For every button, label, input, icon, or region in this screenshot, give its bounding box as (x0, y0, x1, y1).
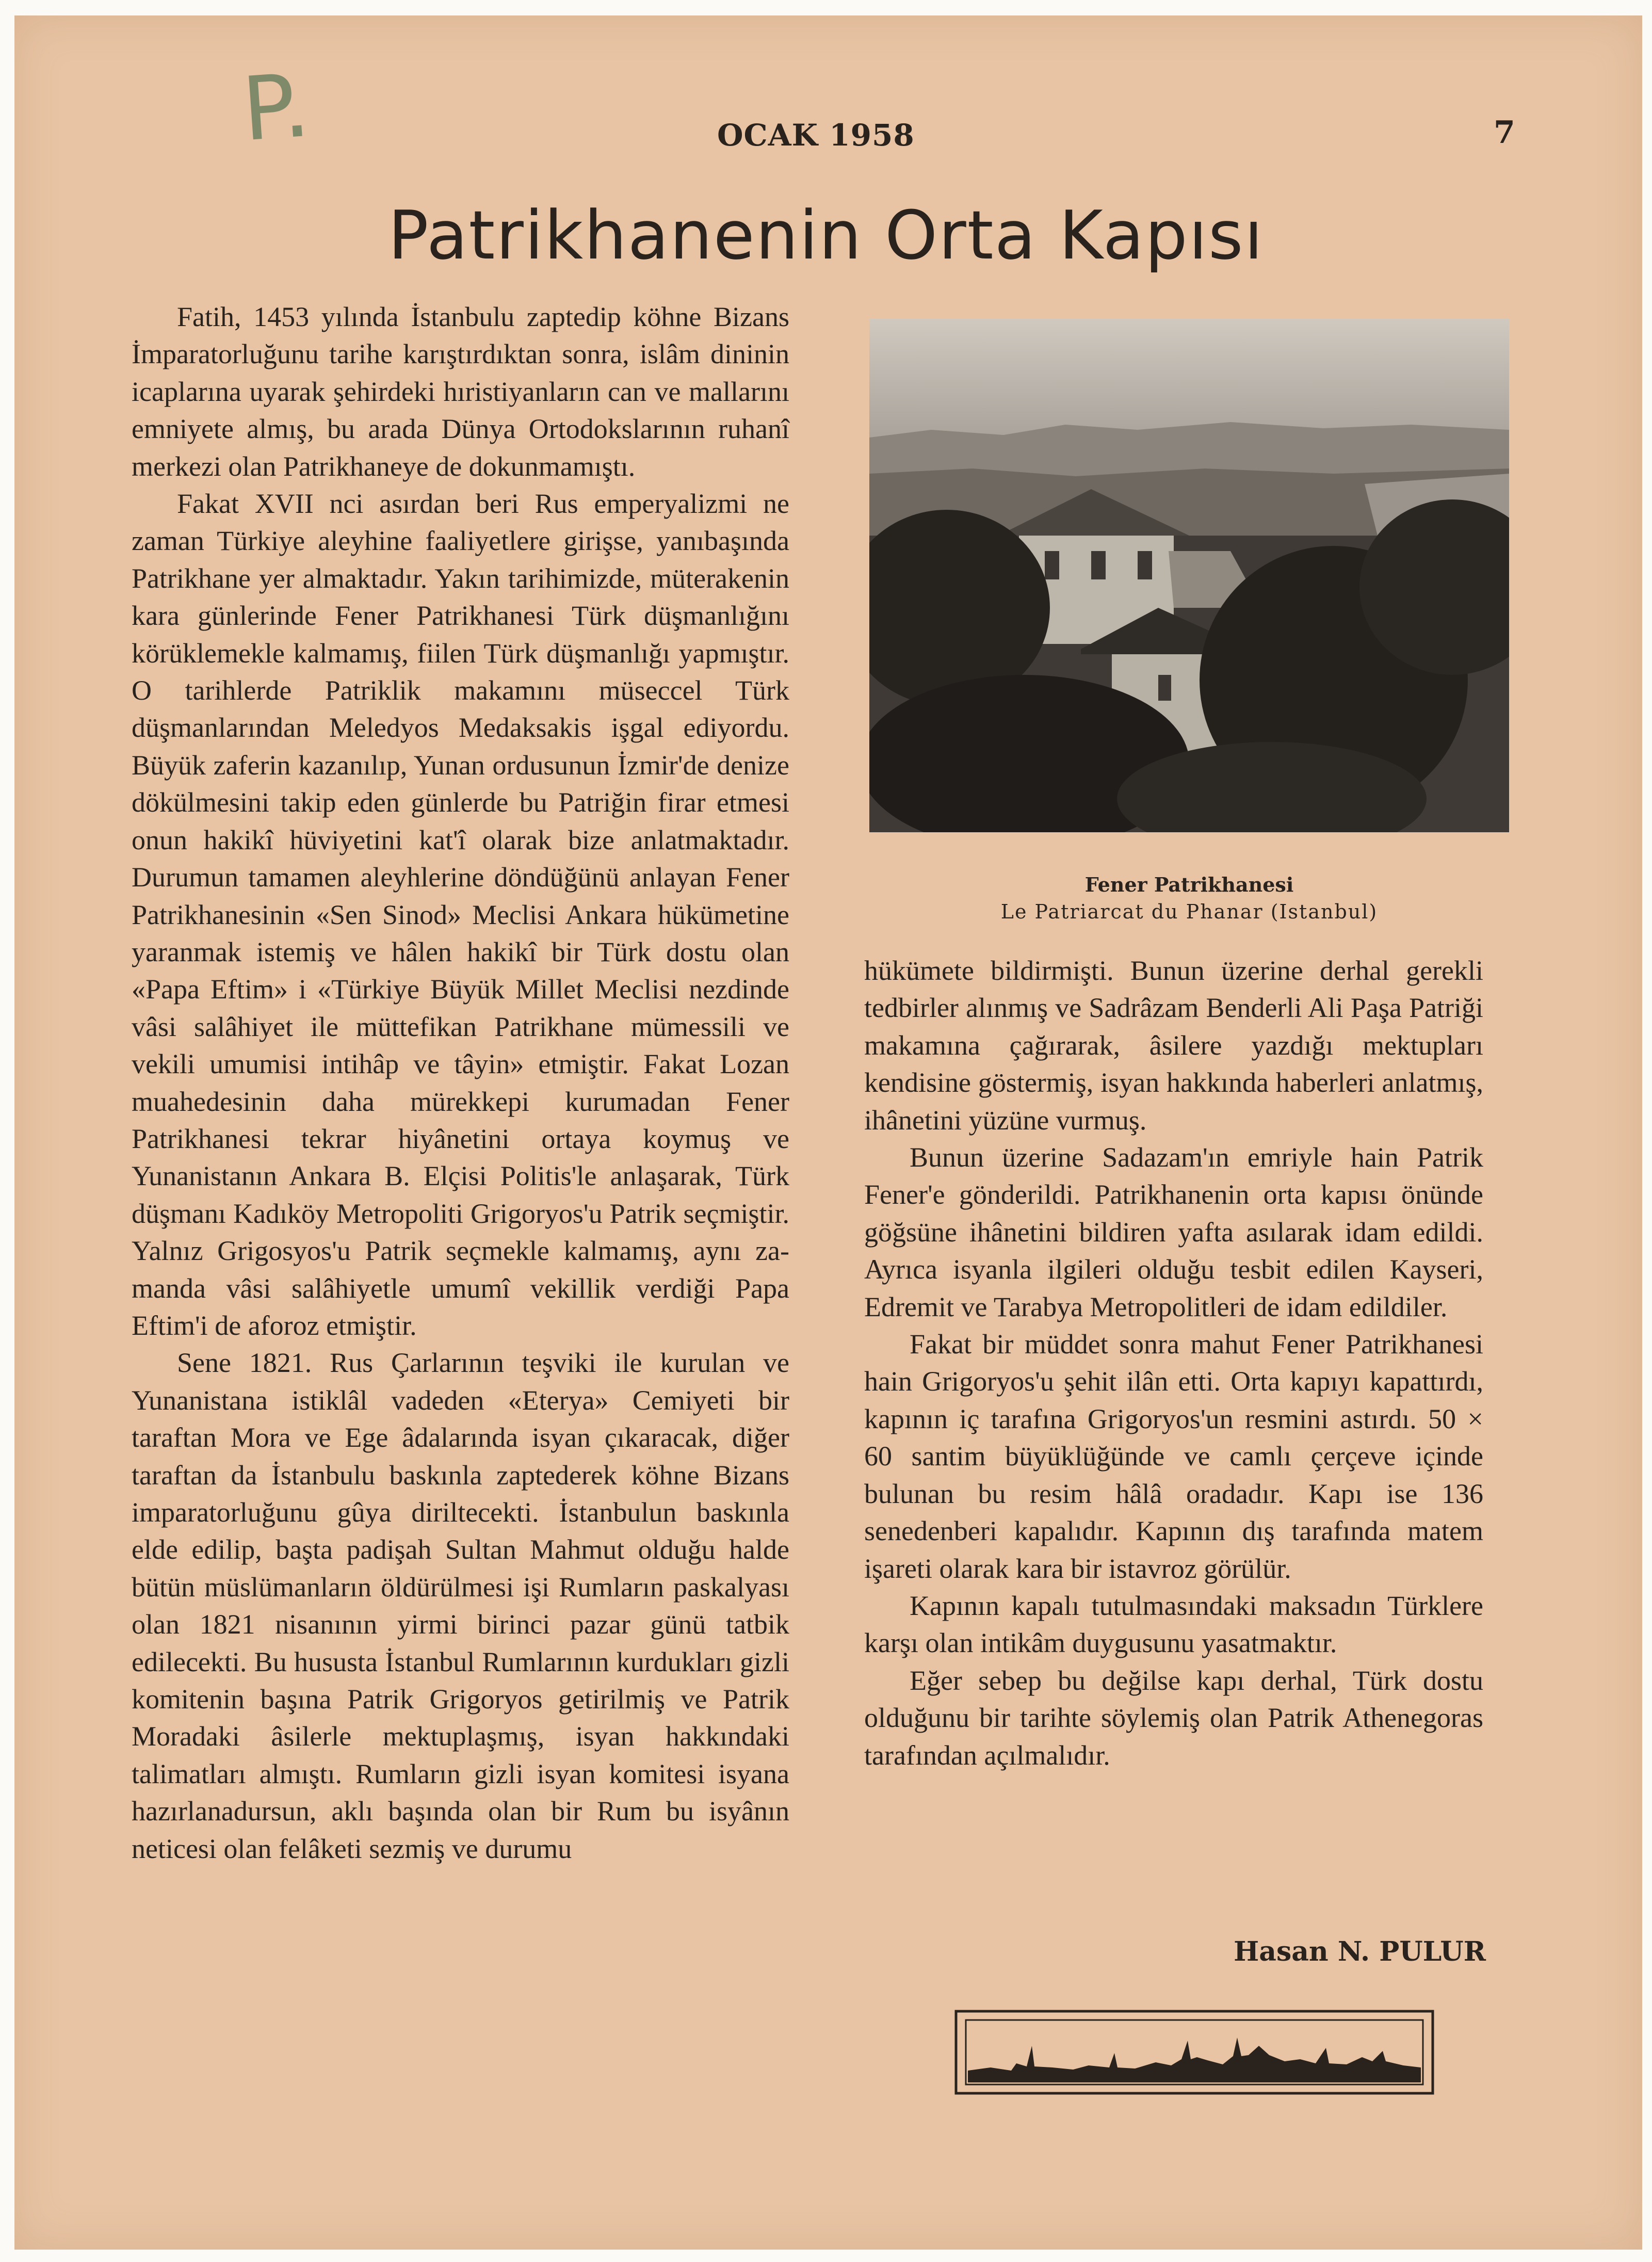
right-column (864, 952, 1483, 1774)
author-signature: Hasan N. PULUR (1234, 1936, 1486, 1967)
paragraph: hükümete bildirmişti. Bunun üzerine derhal gerekli tedbirler alınmış ve Sadrâzam Benderli Ali Paşa Patriği makamına çağırarak, âsilere yazdığı mektupları kendisine göstermiş, isyan hakkında haberleri anlatmış, ihânetini yüzüne vurmuş. (864, 955, 1483, 1136)
paragraph: Kapının kapalı tutulmasındaki maksadın Türklere karşı olan intikâm duygusunu yasatmaktır. (864, 1590, 1483, 1659)
paragraph: Fakat bir müddet sonra mahut Fener Patrikhanesi hain Grigoryos'u şehit ilân etti. Orta kapıyı kapattırdı, kapının iç tarafına Grigoryos'un resmini astırdı. 50 × 60 santim büyüklüğünde ve camlı çerçeve içinde bulunan bu resim hâlâ oradadır. Kapı ise 136 senedenberi kapalıdır. Kapının dış tarafında matem işareti olarak kara bir istavroz görülür. (864, 1329, 1483, 1584)
issue-date: OCAK 1958 (717, 118, 915, 153)
page-number: 7 (1494, 115, 1515, 151)
handwritten-mark: P. (239, 54, 313, 161)
photo-caption-subtitle: Le Patriarcat du Phanar (Istanbul) (1000, 900, 1378, 923)
paragraph: Sene 1821. Rus Çarlarının teşviki ile kurulan ve Yunanistana istiklâl vadeden «Eterya» Cemiyeti bir taraftan Mora ve Ege âdalarında isyan çıkaracak, diğer taraftan da İstanbulu baskınla zaptederek köhne Bizans imparatorluğunu gûya diriltecekti. İstanbulun baskınla elde edilip, başta padişah Sultan Mahmut olduğu halde bütün müslümanların öldürülmesi işi Rumların paskalyası olan 1821 nisanının yirmi birinci pazar günü tatbik edilecekti. Bu hususta İstanbul Rumlarının kurdukları gizli komitenin başına Patrik Grigoryos getirilmiş ve Patrik Moradaki âsilerle mektuplaşmış, isyan hakkındaki talimatları almıştı. Rumların gizli isyan komitesi isyana hazırlanadursun, aklı başında olan bir Rum bu isyânın neticesi olan felâketi sezmiş ve durumu (132, 1347, 789, 1864)
paragraph: Fatih, 1453 yılında İstanbulu zaptedip köhne Bizans İmparatorluğunu tarihe karıştırdıktan sonra, islâm dininin icaplarına uyarak şehirdeki hıristiyanların can ve mallarını emniyete almış, bu arada Dünya Ortodokslarının ruhanî merkezi olan Patrikhaneye de dokunmamıştı. (132, 301, 789, 482)
paragraph: Eğer sebep bu değilse kapı derhal, Türk dostu olduğunu bir tarihte söylemiş olan Patrik Athenegoras tarafından açılmalıdır. (864, 1665, 1483, 1771)
article-title: Patrikhanenin Orta Kapısı (388, 196, 1264, 274)
paragraph: Fakat XVII nci asırdan beri Rus emperyalizmi ne zaman Türkiye aleyhine faaliyetlere girişse, yanıbaşında Patrikhane yer almaktadır. Yakın tarihimizde, müterakenin kara günlerinde Fener Patrikhanesi Türk düşmanlığını körüklemekle kalmamış, fiilen Türk düşmanlığı yapmıştır. O tarihlerde Patriklik makamını müseccel Türk düşmanlarından Meledyos Medaksakis işgal ediyordu. Büyük zaferin kazanılıp, Yunan ordusunun İzmir'de denize dökülmesini takip eden günlerde bu Patriğin firar etmesi onun hakikî hüviyetini kat'î olarak bize anlatmaktadır. Durumun tamamen aleyhlerine döndüğünü anlayan Fener Patrikhanesinin «Sen Sinod» Meclisi Ankara hükümetine yaranmak istemiş ve hâlen hakikî bir Türk dostu olan «Papa Eftim» i «Türkiye Büyük Millet Meclisi nezdinde vâsi salâhiyet ile müttefikan Patrikhane mümessili ve vekili umumisi intihâp ve tâyin» etmiştir. Fakat Lozan muahedesinin daha mürekkepi kurumadan Fener Patrikhanesi tekrar hiyânetini ortaya koymuş ve Yunanistanın Ankara B. Elçisi Politis'le anlaşarak, Türk düşmanı Kadıköy Metropoliti Grigoryos'u Patrik seçmiştir. Yalnız Grigosyos'u Patrik seçmekle kalmamış, aynı zamanda vâsi salâhiyetle umumî vekillik verdiği Papa Eftim'i de aforoz etmiştir. (132, 488, 789, 1341)
paragraph: Bunun üzerine Sadazam'ın emriyle hain Patrik Fener'e gönderildi. Patrikhanenin orta kapısı önünde göğsüne ihânetini bildiren yafta asılarak idam edildi. Ayrıca isyanla ilgileri olduğu tesbit edilen Kayseri, Edremit ve Tarabya Metropolitleri de idam edildiler. (864, 1142, 1483, 1322)
patriarchate-photo (869, 319, 1509, 832)
left-column (132, 298, 789, 1867)
photo-caption-title: Fener Patrikhanesi (1084, 873, 1294, 896)
skyline-ornament (954, 2010, 1434, 2095)
